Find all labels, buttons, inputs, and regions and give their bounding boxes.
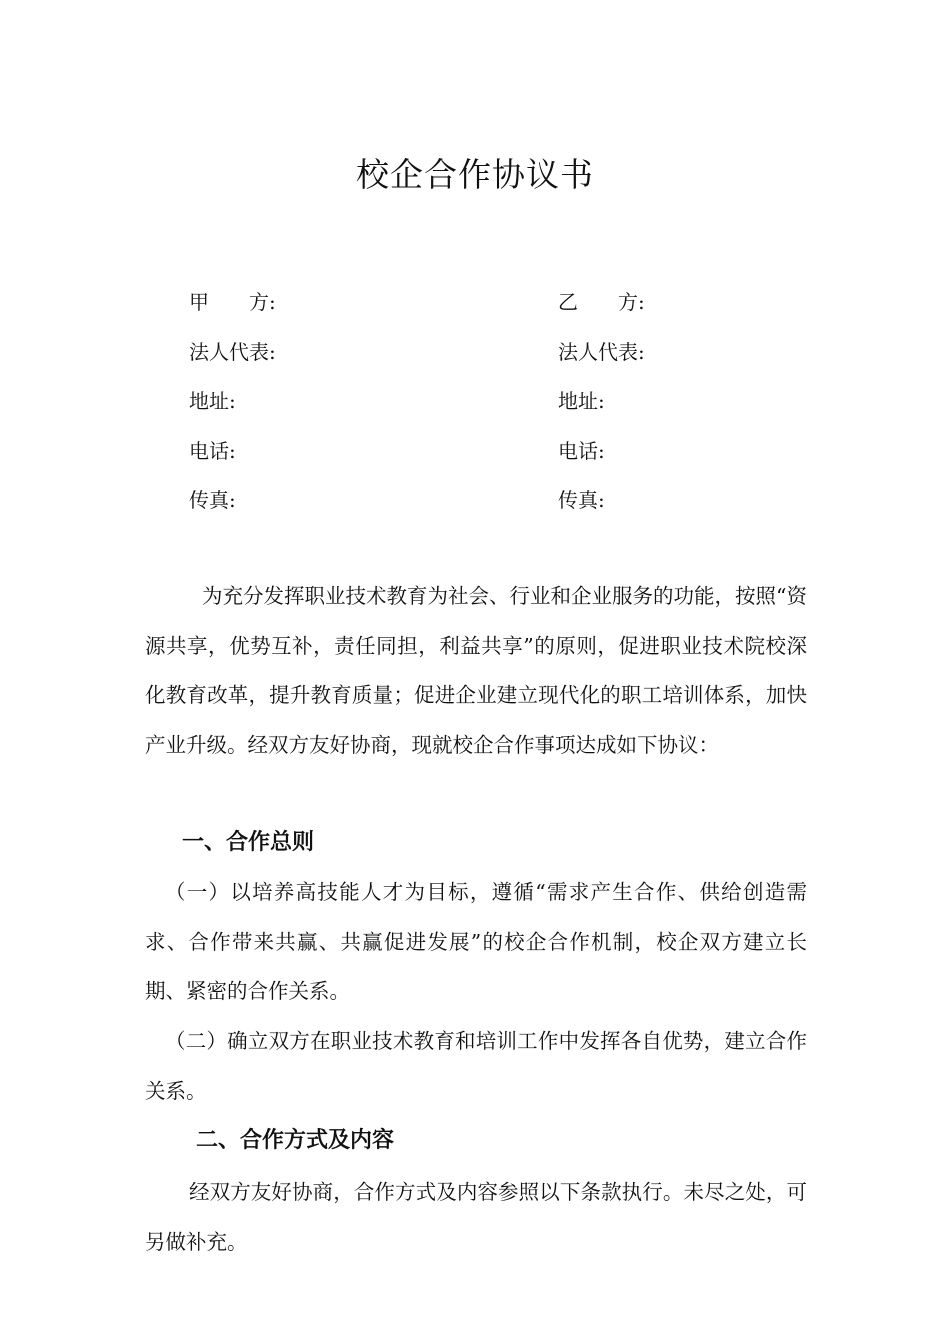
party-b-fax-label: 传真: bbox=[558, 488, 605, 512]
section1-heading: 一、合作总则 bbox=[182, 830, 315, 855]
party-a-address-label: 地址: bbox=[189, 389, 236, 413]
party-a-phone-label: 电话: bbox=[189, 438, 236, 463]
section2-paragraph: 经双方友好协商，合作方式及内容参照以下条款执行。未尽之处，可另做补充。 bbox=[145, 1180, 807, 1254]
party-a-info bbox=[189, 278, 276, 526]
party-b-address-label: 地址: bbox=[558, 389, 605, 413]
party-a-name-label: 甲 方: bbox=[189, 290, 276, 314]
party-a-fax-label: 传真: bbox=[189, 488, 236, 512]
party-b-name-label: 乙 方: bbox=[558, 290, 645, 314]
section1-item2: （二）确立双方在职业技术教育和培训工作中发挥各自优势，建立合作关系。 bbox=[145, 1029, 807, 1103]
party-b-phone-label: 电话: bbox=[558, 438, 605, 463]
party-b-rep-label: 法人代表: bbox=[558, 339, 645, 364]
party-a-rep-label: 法人代表: bbox=[189, 339, 276, 364]
section2-heading: 二、合作方式及内容 bbox=[196, 1128, 395, 1153]
party-b-info bbox=[558, 278, 645, 526]
document-title: 校企合作协议书 bbox=[356, 155, 594, 194]
intro-paragraph: 为充分发挥职业技术教育为社会、行业和企业服务的功能，按照“资源共享，优势互补，责任同担，利益共享”的原则，促进职业技术院校深化教育改革，提升教育质量；促进企业建立现代化的职工培训体系，加快产业升级。经双方友好协商，现就校企合作事项达成如下协议： bbox=[145, 584, 807, 757]
section1-item1: （一）以培养高技能人才为目标，遵循“需求产生合作、供给创造需求、合作带来共赢、共赢促进发展”的校企合作机制，校企双方建立长期、紧密的合作关系。 bbox=[145, 880, 807, 1003]
